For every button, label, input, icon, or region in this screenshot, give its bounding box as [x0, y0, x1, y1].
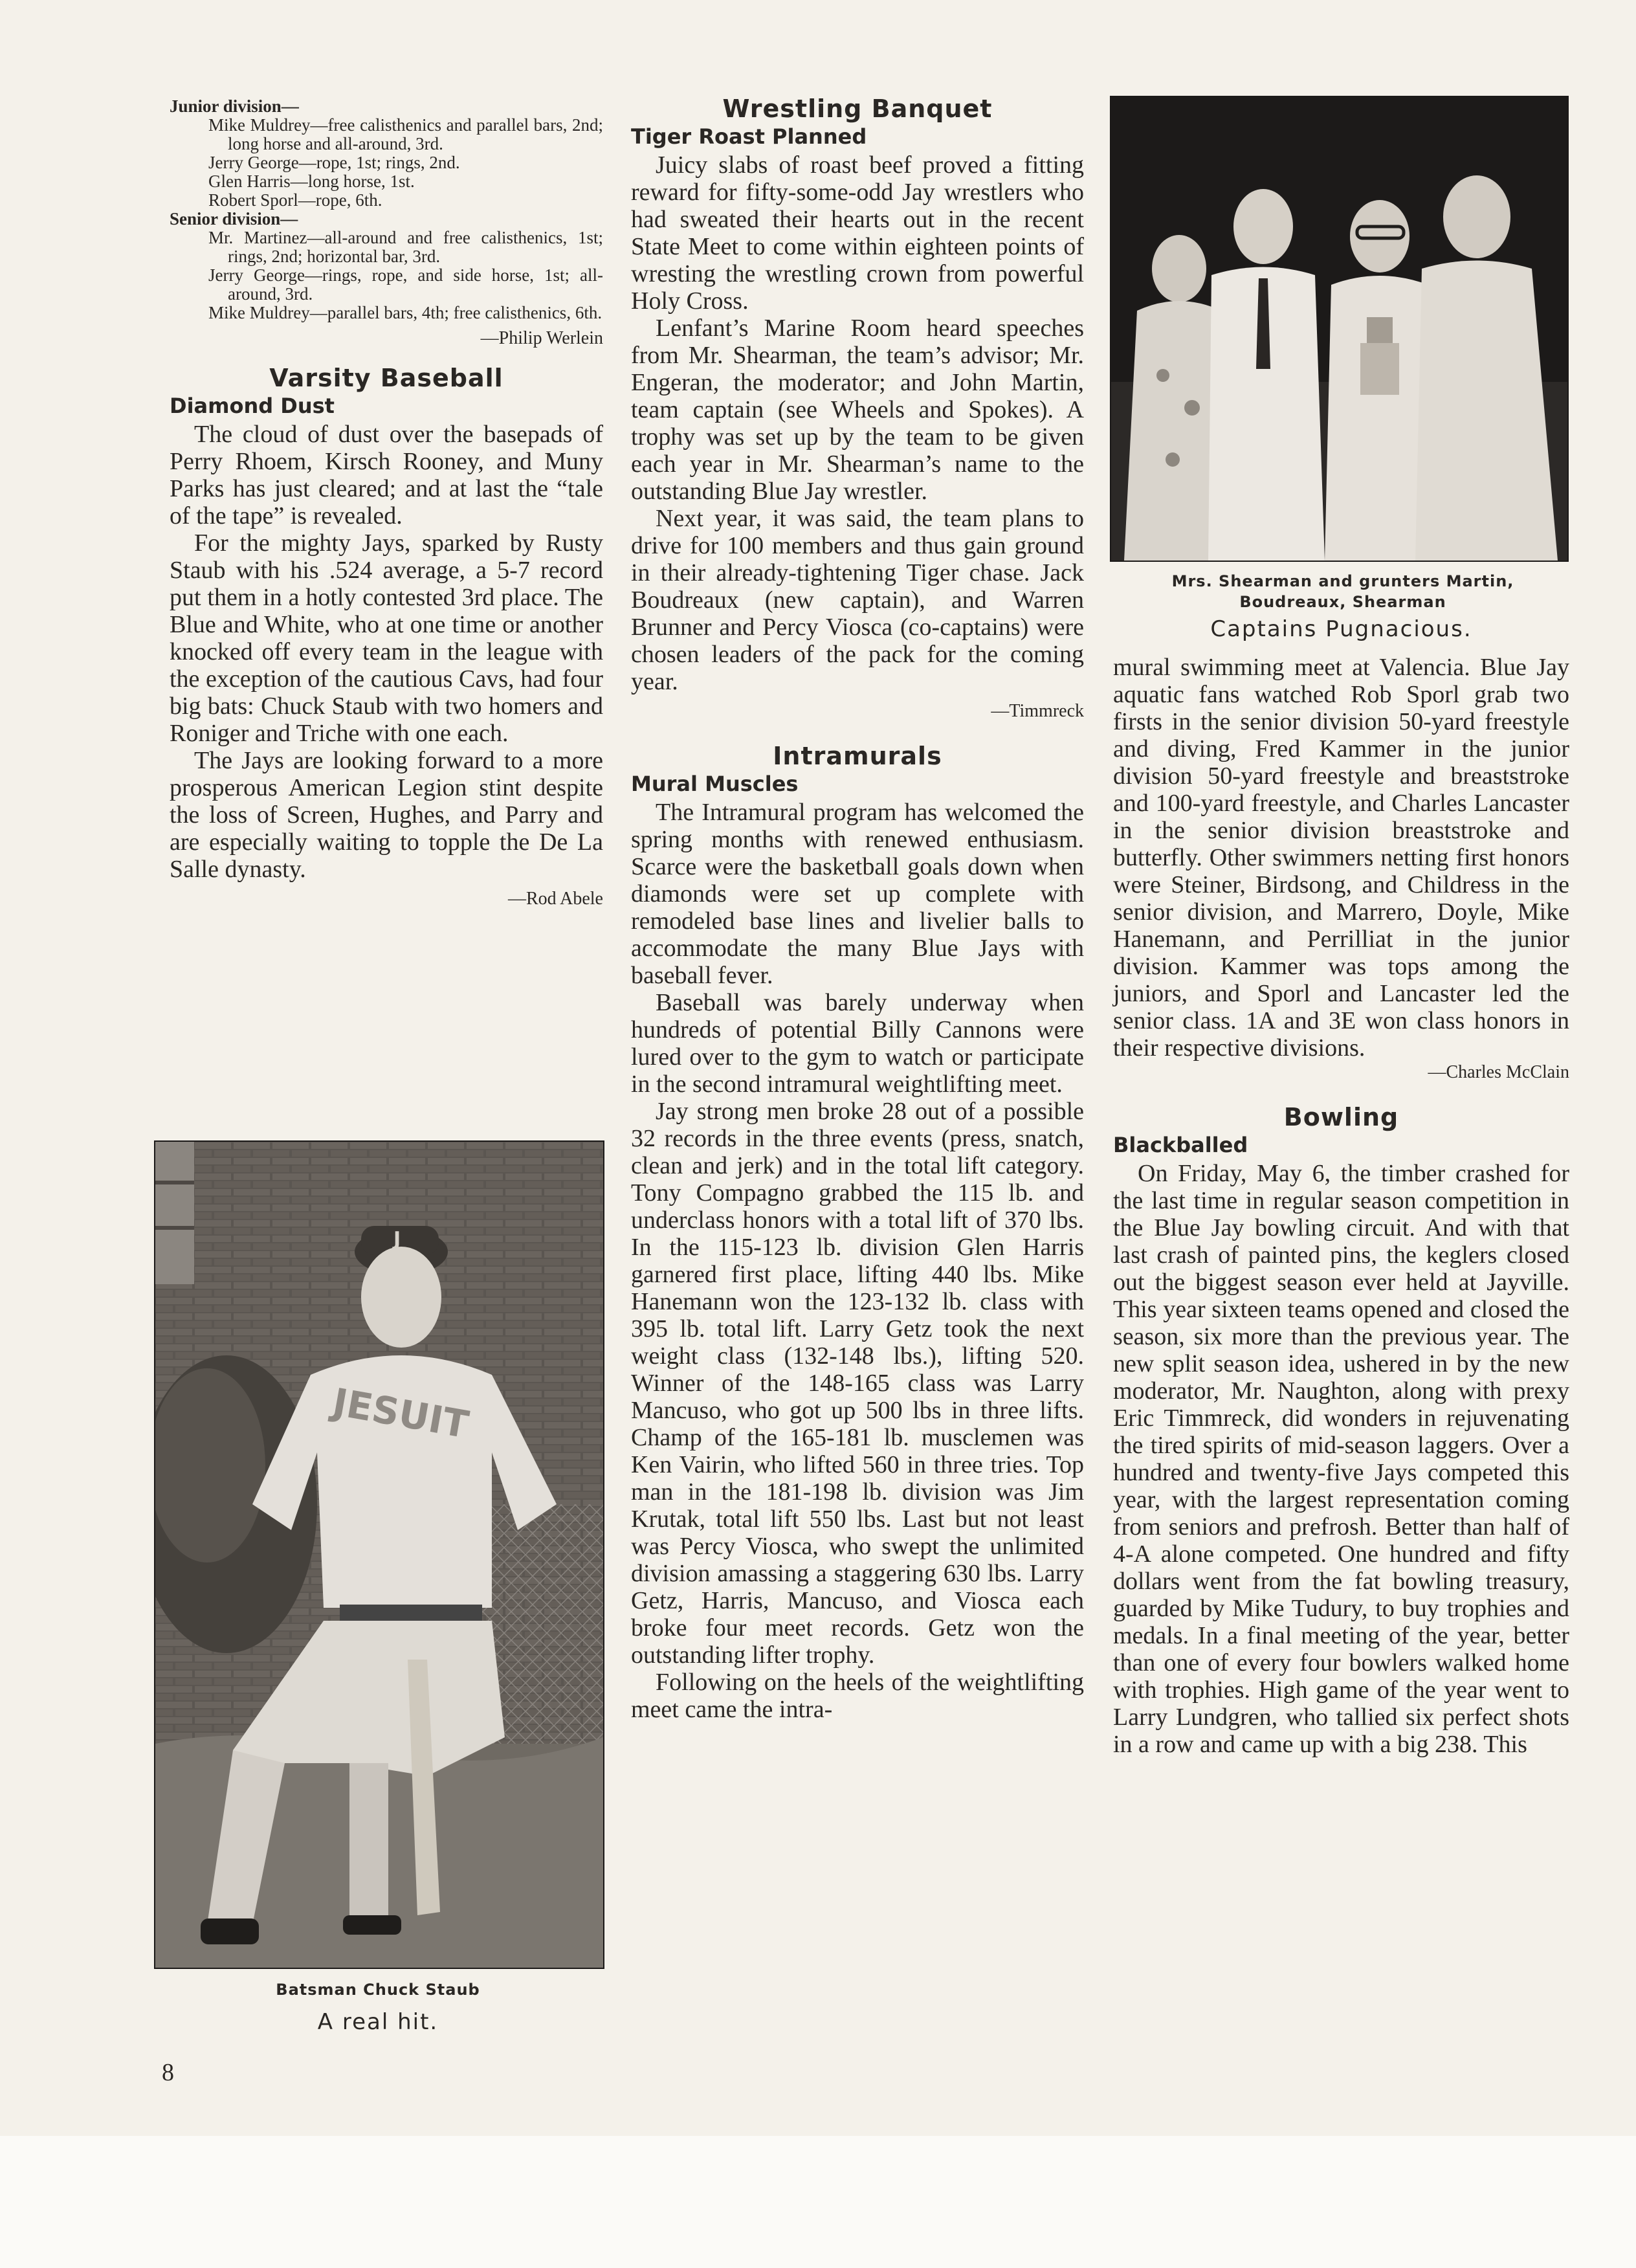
wrestling-photo-image [1111, 97, 1567, 561]
junior-result-entry: Mike Muldrey—free calisthenics and parallel bars, 2nd; long horse and all-around, 3rd. [208, 115, 603, 153]
intramurals-title: Intramurals [773, 742, 942, 770]
junior-division-heading: Junior division— [170, 96, 299, 116]
wrestling-paragraph: Next year, it was said, the team plans to drive for 100 members and thus gain ground in their already-tightening Tiger chase. Jack Boudreaux (new captain), and Warren Brunner and Percy Viosca (co-captains) were chosen leaders of the pack for the coming year. [631, 505, 1084, 695]
gymnastics-results [170, 97, 603, 350]
column-middle [631, 91, 1084, 1723]
intramurals-signature: —Charles McClain [1428, 1062, 1569, 1082]
intramurals-continuation [1113, 654, 1569, 1062]
baseball-paragraph: The cloud of dust over the basepads of Perry Rhoem, Kirsch Rooney, and Muny Parks has just cleared; and at last the “tale of the tape” is revealed. [170, 421, 603, 529]
wrestling-signature: —Timmreck [991, 701, 1084, 721]
baseball-paragraph: The Jays are looking forward to a more prosperous American Legion stint despite the loss of Screen, Hughes, and Parry and are especially waiting to topple the De La Salle dynasty. [170, 747, 603, 883]
page-number: 8 [162, 2059, 174, 2086]
bowling-article [1113, 1160, 1569, 1758]
intramurals-paragraph: Following on the heels of the weightlifting meet came the intra- [631, 1669, 1084, 1723]
bowling-title: Bowling [1283, 1103, 1399, 1131]
gymnastics-signature: —Philip Werlein [480, 328, 603, 348]
senior-result-entry: Jerry George—rings, rope, and side horse, 1st; all-around, 3rd. [208, 265, 603, 304]
batsman-photo-image [155, 1142, 603, 1968]
intramurals-article [631, 799, 1084, 1723]
bowling-paragraph: On Friday, May 6, the timber crashed for the last time in regular season competition in the Blue Jay bowling circuit. And with that last crash of painted pins, the keglers closed out the biggest season ever held at Jayville. This year sixteen teams opened and closed the season, six more than the previous year. The new split season idea, ushered in by the new moderator, Mr. Naughton, along with prexy Eric Timmreck, did wonders in rejuvenating the tired spirits of mid-season laggers. Over a hundred and twenty-five Jays competed this year, with the largest representation coming from seniors and prefrosh. Better than half of 4-A alone competed. One hundred and fifty dollars went from the fat bowling treasury, guarded by Mike Tudury, to buy trophies and medals. In a final meeting of the year, better than one of every four bowlers walked home with trophies. High game of the year went to Larry Lundgren, who tallied six perfect shots in a row and came up with a big 238. This [1113, 1160, 1569, 1758]
wrestling-subcaption: Captains Pugnacious. [1210, 616, 1472, 642]
intramurals-subhead: Mural Muscles [631, 772, 799, 796]
wrestling-banquet-photo [1110, 96, 1569, 562]
bowling-subhead: Blackballed [1113, 1133, 1248, 1157]
junior-result-entry: Jerry George—rope, 1st; rings, 2nd. [208, 153, 460, 172]
senior-result-entry: Mr. Martinez—all-around and free calisthenics, 1st; rings, 2nd; horizontal bar, 3rd. [208, 228, 603, 266]
jersey-lettering: JESUIT [329, 1379, 472, 1447]
baseball-signature: —Rod Abele [508, 889, 603, 909]
intramurals-paragraph: Baseball was barely underway when hundreds of potential Billy Cannons were lured over to the gym to watch or participate in the second intramural weightlifting meet. [631, 989, 1084, 1098]
intramurals-continuation-paragraph: mural swimming meet at Valencia. Blue Jay aquatic fans watched Rob Sporl grab two firsts in the senior division 50-yard freestyle and diving, Fred Kammer in the junior division 50-yard freestyle and breaststroke and 100-yard freestyle, and Charles Lancaster in the senior division breaststroke and butterfly. Other swimmers netting first honors were Steiner, Birdsong, and Childress in the senior division, and Marrero, Doyle, Mike Hanemann, and Perrilliat in the junior division. Kammer was tops among the juniors, and Sporl and Lancaster led the senior class. 1A and 3E won class honors in their respective divisions. [1113, 654, 1569, 1062]
cap-letter: J [393, 1228, 401, 1251]
intramurals-paragraph: Jay strong men broke 28 out of a possible 32 records in the three events (press, snatch, clean and jerk) and in the total lift category. Tony Compagno grabbed the 115 lb. and underclass honors with a total lift of 370 lbs. In the 115-123 lb. division Glen Harris garnered first place, lifting 440 lbs. Mike Hanemann won the 123-132 lb. class with 395 lb. total lift. Larry Getz took the next weight class (132-148 lbs.), lifting 520. Winner of the 148-165 class was Larry Mancuso, who got up 500 lbs in three lifts. Champ of the 165-181 lb. musclemen was Ken Vairin, who lifted 560 in three tries. Top man in the 181-198 lb. division was Jim Krutak, total lift 550 lbs. Last but not least was Percy Viosca, who swept the unlimited division amassing a staggering 630 lbs. Larry Getz, Harris, Mancuso, and Viosca each broke four meet records. Getz won the outstanding lifter trophy. [631, 1098, 1084, 1669]
wrestling-caption: Mrs. Shearman and grunters Martin, Boudreaux, Shearman [1171, 572, 1514, 611]
column-left [170, 97, 603, 910]
batsman-caption: Batsman Chuck Staub [276, 1981, 480, 1999]
baseball-paragraph: For the mighty Jays, sparked by Rusty Staub with his .524 average, a 5-7 record put them in a hotly contested 3rd place. The Blue and White, who at one time or another knocked off every team in the league with the exception of the cautious Cavs, had four big bats: Chuck Staub with two homers and Roniger and Triche with one each. [170, 529, 603, 747]
batsman-photo [154, 1140, 604, 1969]
senior-result-entry: Mike Muldrey—parallel bars, 4th; free calisthenics, 6th. [208, 303, 602, 322]
column-right [1113, 654, 1569, 1758]
baseball-subhead: Diamond Dust [170, 394, 335, 418]
batsman-subcaption: A real hit. [317, 2009, 439, 2035]
wrestling-paragraph: Juicy slabs of roast beef proved a fitting reward for fifty-some-odd Jay wrestlers who had sweated their hearts out in the recent State Meet to come within eighteen points of wresting the wrestling crown from powerful Holy Cross. [631, 151, 1084, 315]
wrestling-article [631, 151, 1084, 695]
senior-division-heading: Senior division— [170, 209, 298, 228]
page-margin-bottom [0, 2136, 1636, 2268]
baseball-article [170, 421, 603, 883]
wrestling-subhead: Tiger Roast Planned [631, 124, 867, 149]
wrestling-paragraph: Lenfant’s Marine Room heard speeches from Mr. Shearman, the team’s advisor; Mr. Engeran, the moderator; and John Martin, team captain (see Wheels and Spokes). A trophy was set up by the team to be given each year in Mr. Shearman’s name to the outstanding Blue Jay wrestler. [631, 315, 1084, 505]
wrestling-title: Wrestling Banquet [722, 94, 993, 123]
junior-result-entry: Glen Harris—long horse, 1st. [208, 172, 415, 191]
junior-result-entry: Robert Sporl—rope, 6th. [208, 190, 382, 210]
intramurals-paragraph: The Intramural program has welcomed the spring months with renewed enthusiasm. Scarce were the basketball goals down when diamonds were set up complete with remodeled base lines and livelier balls to accommodate the many Blue Jays with baseball fever. [631, 799, 1084, 989]
baseball-title: Varsity Baseball [269, 364, 503, 392]
